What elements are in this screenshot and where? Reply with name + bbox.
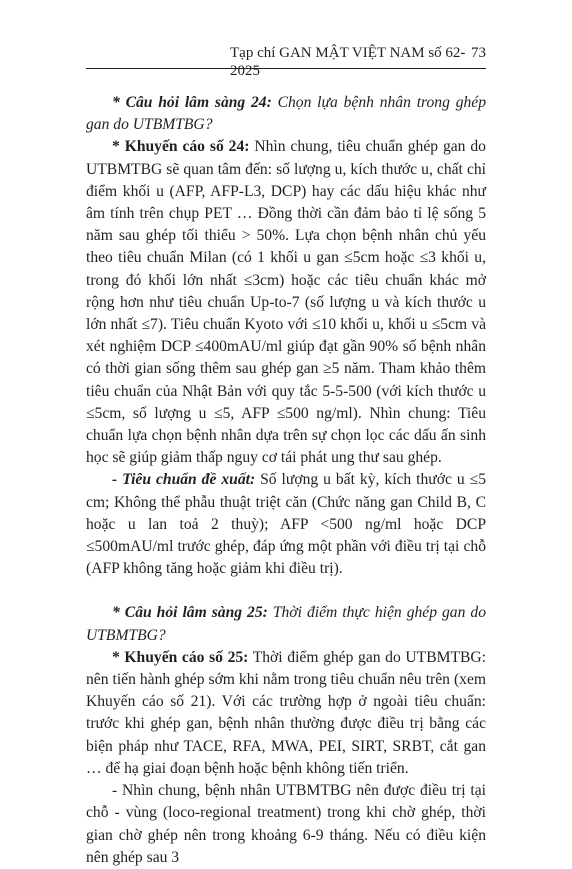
recommendation-25 (86, 647, 486, 780)
recommendation-25-label: * Khuyến cáo số 25: (112, 648, 249, 666)
proposed-criteria-text: Số lượng u bất kỳ, kích thước u ≤5 cm; Không thể phẫu thuật triệt căn (Chức năng gan Child B, C hoặc u lan toả 2 thuỳ); AFP <500 ng/ml hoặc DCP ≤500mAU/ml trước ghép, đáp ứng một phần với điều trị tại chỗ (AFP không tăng hoặc giảm khi điều trị). (86, 471, 486, 578)
recommendation-24-text: Nhìn chung, tiêu chuẩn ghép gan do UTBMTBG sẽ quan tâm đến: số lượng u, kích thước u, chất chỉ điểm khối u (AFP, AFP-L3, DCP) hay các dấu hiệu khác như âm tính trên chụp PET … Đồng thời cần đảm bảo tỉ lệ sống 5 năm sau ghép tối thiểu > 50%. Lựa chọn bệnh nhân chủ yếu theo tiêu chuẩn Milan (có 1 khối u gan ≤5cm hoặc ≤3 khối u, trong đó khối lớn nhất ≤3cm) hoặc các tiêu chuẩn khác mở rộng hơn như tiêu chuẩn Up-to-7 (số lượng u và kích thước u lớn nhất ≤7). Tiêu chuẩn Kyoto với ≤10 khối u, khối u ≤5cm và xét nghiệm DCP ≤400mAU/ml giúp đạt gần 90% số bệnh nhân có thời gian sống thêm sau ghép gan ≥5 năm. Tham khảo thêm tiêu chuẩn của Nhật Bản với quy tắc 5-5-500 (với kích thước u ≤5cm, số lượng u ≤5, AFP ≤500 ng/ml). Nhìn chung: Tiêu chuẩn lựa chọn bệnh nhân dựa trên sự chọn lọc các dấu ấn sinh học sẽ giúp giảm thấp nguy cơ tái phát ung thư sau ghép. (86, 138, 486, 467)
recommendation-24-label: * Khuyến cáo số 24: (112, 138, 250, 156)
recommendation-25-text: Thời điểm ghép gan do UTBMTBG: nên tiến hành ghép sớm khi nằm trong tiêu chuẩn nêu trên (xem Khuyến cáo số 21). Với các trường hợp ở ngoài tiêu chuẩn: trước khi ghép gan, bệnh nhân thường được điều trị bằng các biện pháp như TACE, RFA, MWA, PEI, SIRT, SRBT, cắt gan … để hạ giai đoạn bệnh hoặc bệnh không tiến triển. (86, 648, 486, 777)
clinical-question-25-label: * Câu hỏi lâm sàng 25: (112, 604, 268, 622)
recommendation-24 (86, 136, 486, 469)
clinical-question-25 (86, 602, 486, 646)
proposed-criteria-label: - Tiêu chuẩn đề xuất: (112, 471, 256, 489)
page-number: 73 (471, 45, 486, 61)
waiting-time-paragraph: - Nhìn chung, bệnh nhân UTBMTBG nên được điều trị tại chỗ - vùng (loco-regional treatment) trong khi chờ ghép, thời gian chờ ghép nên trong khoảng 6-9 tháng. Nếu có điều kiện nên ghép sau 3 (86, 782, 486, 866)
clinical-question-24-text: Chọn lựa bệnh nhân trong ghép gan do UTBMTBG? (86, 94, 487, 134)
journal-title: Tạp chí GAN MẬT VIỆT NAM số 62-2025 (230, 45, 466, 79)
header-rule (86, 68, 486, 69)
clinical-question-24-label: * Câu hỏi lâm sàng 24: (112, 94, 272, 111)
body-text (86, 92, 486, 869)
clinical-question-24 (86, 92, 486, 136)
proposed-criteria (86, 469, 486, 580)
clinical-question-25-text: Thời điểm thực hiện ghép gan do UTBMTBG? (86, 604, 486, 644)
